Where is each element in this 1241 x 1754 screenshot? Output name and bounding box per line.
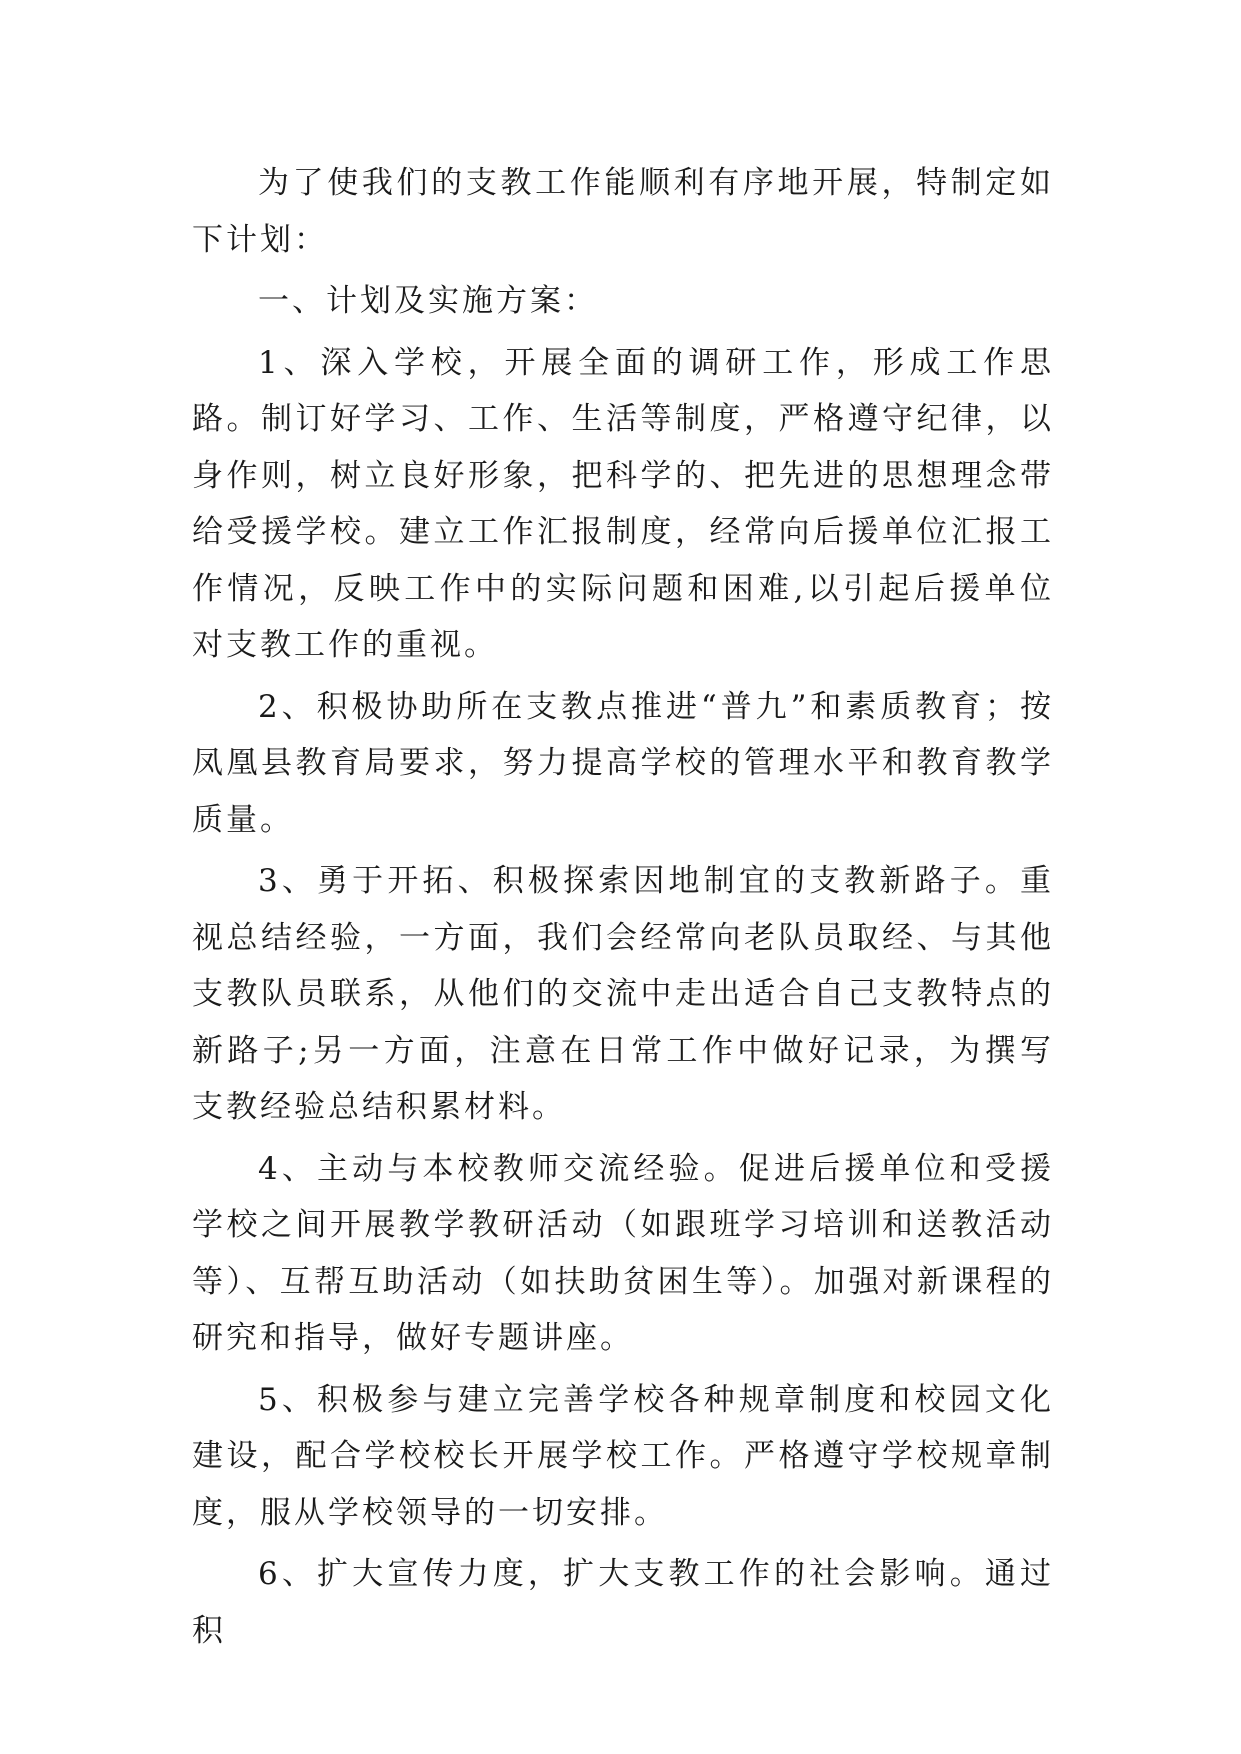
paragraph-item-3: 3、勇于开拓、积极探索因地制宜的支教新路子。重视总结经验，一方面，我们会经常向老队员取经、与其他支教队员联系，从他们的交流中走出适合自己支教特点的新路子;另一方面，注意在日常工作中做好记录，为撰写支教经验总结积累材料。 [192, 863, 1054, 1125]
paragraph-item-4: 4、主动与本校教师交流经验。促进后援单位和受援学校之间开展教学教研活动（如跟班学习培训和送教活动等）、互帮互助活动（如扶助贫困生等）。加强对新课程的研究和指导，做好专题讲座。 [192, 1150, 1054, 1356]
paragraph-item-1: 1、深入学校，开展全面的调研工作，形成工作思路。制订好学习、工作、生活等制度，严格遵守纪律，以身作则，树立良好形象，把科学的、把先进的思想理念带给受援学校。建立工作汇报制度，经常向后援单位汇报工作情况，反映工作中的实际问题和困难,以引起后援单位对支教工作的重视。 [192, 344, 1054, 663]
paragraph-item-5: 5、积极参与建立完善学校各种规章制度和校园文化建设，配合学校校长开展学校工作。严格遵守学校规章制度，服从学校领导的一切安排。 [192, 1381, 1054, 1531]
paragraph-item-2: 2、积极协助所在支教点推进“普九”和素质教育；按凤凰县教育局要求，努力提高学校的管理水平和教育教学质量。 [192, 688, 1054, 838]
paragraph-intro: 为了使我们的支教工作能顺利有序地开展，特制定如下计划： [192, 165, 1054, 258]
section-heading-plan: 一、计划及实施方案： [258, 283, 598, 319]
document-body [192, 155, 1054, 1664]
paragraph-item-6: 6、扩大宣传力度，扩大支教工作的社会影响。通过积 [192, 1556, 1054, 1649]
